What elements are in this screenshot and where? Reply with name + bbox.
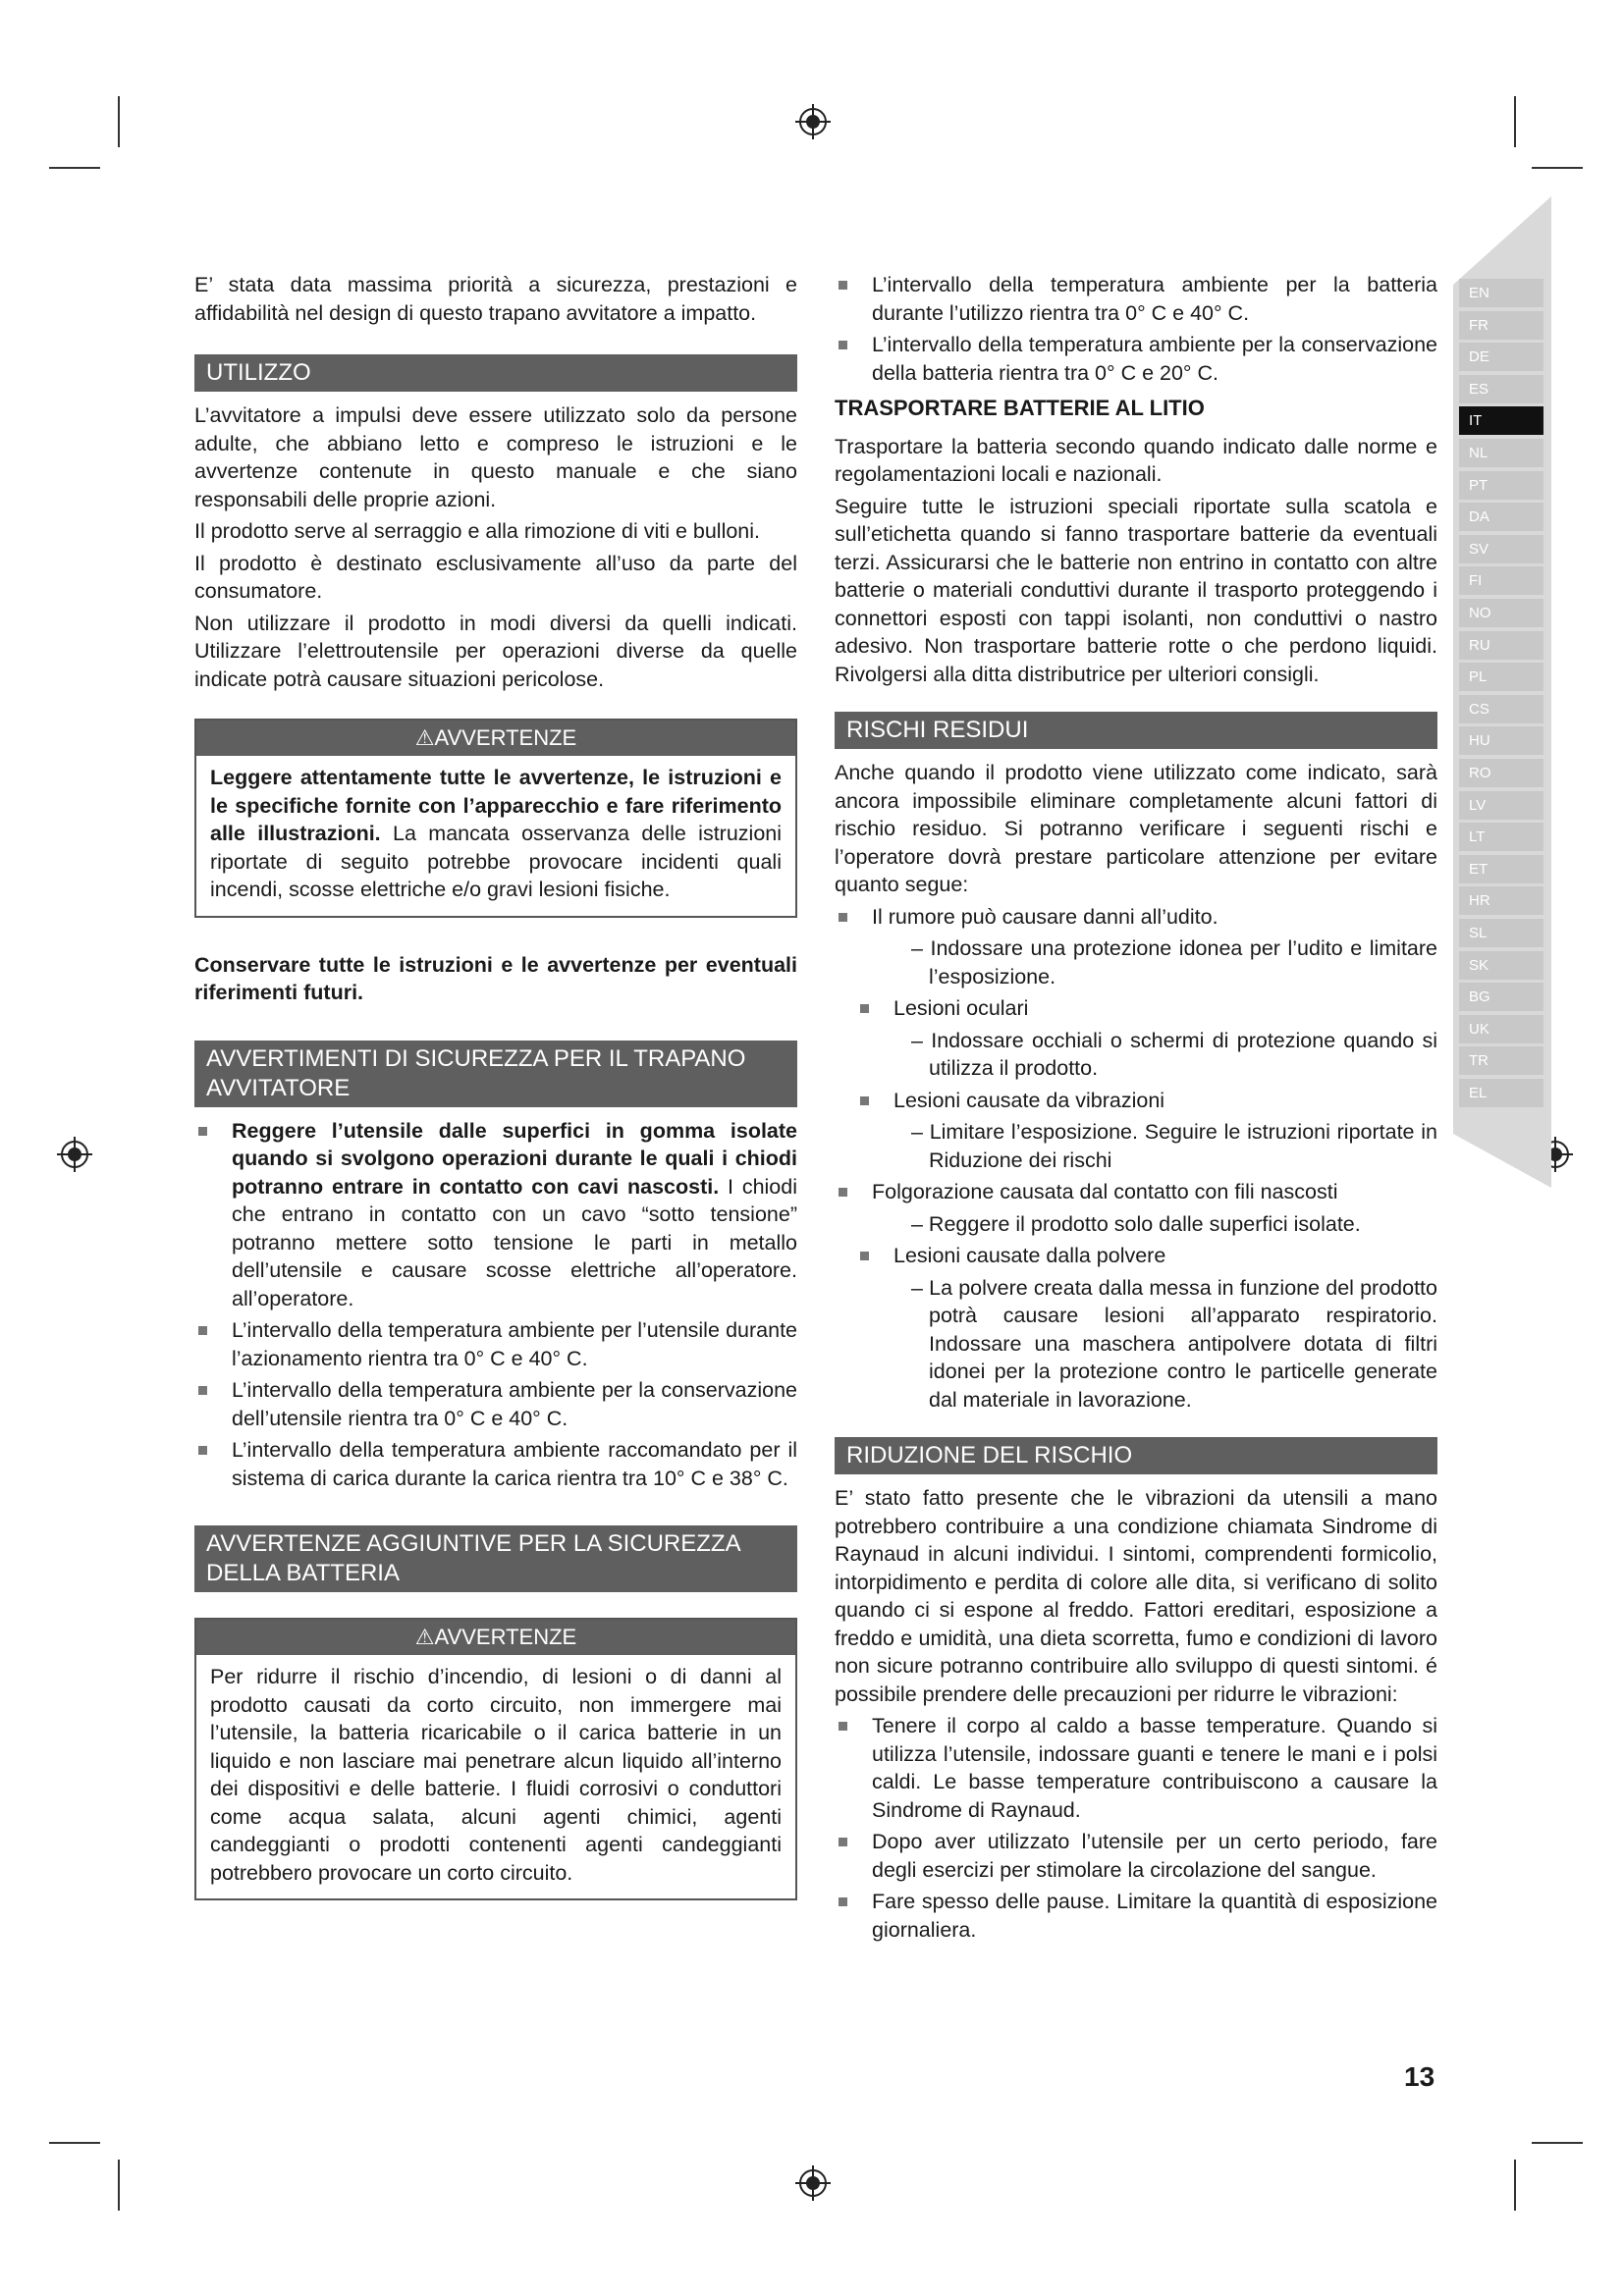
registration-mark-icon	[793, 2163, 833, 2203]
crop-mark	[1532, 2142, 1583, 2144]
warning-triangle-icon: ⚠	[414, 1625, 435, 1649]
square-bullet-icon	[198, 1127, 207, 1136]
dash-item: – Reggere il prodotto solo dalle superfici isolate.	[911, 1211, 1361, 1236]
language-tab-cs[interactable]: CS	[1459, 695, 1543, 723]
language-tab-ro[interactable]: RO	[1459, 759, 1543, 787]
warning-triangle-icon: ⚠	[414, 725, 435, 750]
warning-title: ⚠AVVERTENZE	[196, 1620, 795, 1655]
residual-list	[835, 1087, 1437, 1115]
section-header-reduction: RIDUZIONE DEL RISCHIO	[835, 1437, 1437, 1474]
language-tab-es[interactable]: ES	[1459, 375, 1543, 403]
section-header-safety: AVVERTIMENTI DI SICUREZZA PER IL TRAPANO AVVITATORE	[194, 1041, 797, 1107]
dash-item: – La polvere creata dalla messa in funzione del prodotto potrà causare lesioni all’apparato respiratorio. Indossare una maschera antipolvere dotata di filtri idonei per la protezione contro le particelle generate dal materiale in lavorazione.	[911, 1275, 1437, 1412]
registration-mark-icon	[55, 1135, 94, 1174]
language-tabs	[1459, 196, 1551, 1178]
list-item: Lesioni causate dalla polvere	[835, 1242, 1437, 1270]
language-tab-lt[interactable]: LT	[1459, 823, 1543, 851]
square-bullet-icon	[860, 1252, 869, 1260]
list-item: Dopo aver utilizzato l’utensile per un certo periodo, fare degli esercizi per stimolare la circolazione del sangue.	[835, 1828, 1437, 1884]
intro-paragraph: E’ stata data massima priorità a sicurezza, prestazioni e affidabilità nel design di questo trapano avvitatore a impatto.	[194, 273, 797, 325]
language-tab-el[interactable]: EL	[1459, 1079, 1543, 1107]
language-tab-sv[interactable]: SV	[1459, 535, 1543, 563]
language-tab-ru[interactable]: RU	[1459, 631, 1543, 660]
square-bullet-icon	[860, 1096, 869, 1105]
right-column	[835, 271, 1437, 1948]
reduction-list	[835, 1712, 1437, 1944]
section-header-residual: RISCHI RESIDUI	[835, 712, 1437, 749]
language-tab-fi[interactable]: FI	[1459, 566, 1543, 595]
square-bullet-icon	[198, 1446, 207, 1455]
crop-mark	[1514, 96, 1516, 147]
warning-body	[196, 756, 795, 916]
warning-title: ⚠AVVERTENZE	[196, 721, 795, 756]
square-bullet-icon	[839, 281, 847, 290]
language-tab-pl[interactable]: PL	[1459, 663, 1543, 691]
square-bullet-icon	[839, 1838, 847, 1846]
square-bullet-icon	[198, 1386, 207, 1395]
list-item: L’intervallo della temperatura ambiente per l’utensile durante l’azionamento rientra tra 0° C e 40° C.	[194, 1316, 797, 1372]
warning-box	[194, 719, 797, 918]
language-tab-it[interactable]: IT	[1459, 406, 1543, 435]
warning-body	[196, 1655, 795, 1898]
transport-heading: TRASPORTARE BATTERIE AL LITIO	[835, 396, 1205, 420]
left-column	[194, 271, 797, 1920]
language-tab-sl[interactable]: SL	[1459, 919, 1543, 947]
language-tab-nl[interactable]: NL	[1459, 439, 1543, 467]
square-bullet-icon	[839, 1722, 847, 1731]
utilizzo-paragraph: Il prodotto serve al serraggio e alla rimozione di viti e bulloni.	[194, 519, 761, 543]
language-tab-fr[interactable]: FR	[1459, 311, 1543, 340]
reduction-intro: E’ stato fatto presente che le vibrazioni da utensili a mano potrebbero contribuire a una condizione chiamata Sindrome di Raynaud in alcuni individui. I sintomi, comprendenti formicolio, intorpidimento e perdita di colore alle dita, si verificano di solito quando ci si espone al freddo. Fattori ereditari, esposizione a freddo e umidità, una dieta scorretta, fumo e condizioni di lavoro non sicure potranno contribuire allo sviluppo di questi sintomi. é possibile prendere delle precauzioni per ridurre le vibrazioni:	[835, 1486, 1437, 1706]
safety-list	[194, 1117, 797, 1493]
language-tab-tr[interactable]: TR	[1459, 1046, 1543, 1075]
transport-paragraph: Seguire tutte le istruzioni speciali riportate sulla scatola e sull’etichetta quando si fanno trasportare batterie da eventuali terzi. Assicurarsi che le batterie non entrino in contatto con altre batterie o materiali conduttivi durante il trasporto proteggendo i connettori esposti con tappi isolanti, non conduttivi o nastro adesivo. Non trasportare batterie rotte o che perdono liquidi. Rivolgersi alla ditta distributrice per ulteriori consigli.	[835, 494, 1437, 686]
square-bullet-icon	[839, 1188, 847, 1197]
language-tab-da[interactable]: DA	[1459, 503, 1543, 531]
list-item: L’intervallo della temperatura ambiente raccomandato per il sistema di carica durante la carica rientra tra 10° C e 38° C.	[194, 1436, 797, 1492]
residual-intro: Anche quando il prodotto viene utilizzato come indicato, sarà ancora impossibile eliminare completamente alcuni fattori di rischio residuo. Si potranno verificare i seguenti rischi e l’operatore dovrà prestare particolare attenzione per evitare quanto segue:	[835, 761, 1437, 896]
conserve-instructions: Conservare tutte le istruzioni e le avvertenze per eventuali riferimenti futuri.	[194, 952, 797, 1004]
square-bullet-icon	[839, 913, 847, 922]
dash-item: – Limitare l’esposizione. Seguire le istruzioni riportate in Riduzione dei rischi	[911, 1120, 1437, 1172]
list-item: L’intervallo della temperatura ambiente per la batteria durante l’utilizzo rientra tra 0° C e 40° C.	[835, 271, 1437, 327]
residual-list	[835, 1178, 1437, 1206]
square-bullet-icon	[839, 1897, 847, 1906]
list-item: Lesioni oculari	[835, 994, 1437, 1023]
crop-mark	[118, 96, 120, 147]
crop-mark	[118, 2160, 120, 2211]
crop-mark	[1514, 2160, 1516, 2211]
warning-text: Per ridurre il rischio d’incendio, di lesioni o di danni al prodotto causati da corto circuito, non immergere mai l’utensile, la batteria ricaricabile o il carica batterie in un liquido e non lasciare mai penetrare alcun liquido all’interno dei dispositivi e delle batterie. I fluidi corrosivi o conduttori come acqua salata, alcuni agenti chimici, agenti candeggianti o prodotti contenenti agenti candeggianti potrebbero provocare un corto circuito.	[210, 1665, 782, 1885]
language-tab-hr[interactable]: HR	[1459, 886, 1543, 915]
list-item: Fare spesso delle pause. Limitare la quantità di esposizione giornaliera.	[835, 1888, 1437, 1944]
utilizzo-paragraph: Non utilizzare il prodotto in modi diversi da quelli indicati. Utilizzare l’elettroutensile per operazioni diverse da quelle indicate potrà causare situazioni pericolose.	[194, 611, 797, 691]
language-tab-et[interactable]: ET	[1459, 855, 1543, 883]
crop-mark	[1532, 167, 1583, 169]
crop-mark	[49, 167, 100, 169]
language-tab-de[interactable]: DE	[1459, 343, 1543, 371]
list-item: Il rumore può causare danni all’udito.	[835, 903, 1437, 932]
transport-paragraph: Trasportare la batteria secondo quando indicato dalle norme e regolamentazioni locali e nazionali.	[835, 434, 1437, 486]
section-header-utilizzo: UTILIZZO	[194, 354, 797, 392]
page-number: 13	[1404, 2061, 1435, 2092]
crop-mark	[49, 2142, 100, 2144]
warning-box	[194, 1618, 797, 1900]
language-tab-hu[interactable]: HU	[1459, 726, 1543, 755]
language-tab-bg[interactable]: BG	[1459, 983, 1543, 1011]
section-header-battery: AVVERTENZE AGGIUNTIVE PER LA SICUREZZA DELLA BATTERIA	[194, 1525, 797, 1592]
battery-temp-list	[835, 271, 1437, 387]
square-bullet-icon	[860, 1004, 869, 1013]
square-bullet-icon	[198, 1326, 207, 1335]
language-tab-uk[interactable]: UK	[1459, 1015, 1543, 1043]
square-bullet-icon	[839, 341, 847, 349]
registration-mark-icon	[793, 102, 833, 141]
residual-list	[835, 1242, 1437, 1270]
warning-text: Leggere attentamente tutte le avvertenze, le istruzioni e le specifiche fornite con l’apparecchio e fare riferimento alle illustrazioni. La mancata osservanza delle istruzioni riportate di seguito potrebbe provocare incidenti quali incendi, scosse elettriche e/o gravi lesioni fisiche.	[210, 766, 783, 901]
utilizzo-paragraph: Il prodotto è destinato esclusivamente all’uso da parte del consumatore.	[194, 551, 797, 603]
language-tab-pt[interactable]: PT	[1459, 471, 1543, 500]
residual-list	[835, 903, 1437, 932]
list-item: L’intervallo della temperatura ambiente per la conservazione dell’utensile rientra tra 0° C e 40° C.	[194, 1376, 797, 1432]
list-item: Reggere l’utensile dalle superfici in gomma isolate quando si svolgono operazioni durante le quali i chiodi potranno entrare in contatto con cavi nascosti. I chiodi che entrano in contatto con un cavo “sotto tensione” potranno mettere sotto tensione le parti in metallo dell’utensile e causare scosse elettriche all’operatore. all’operatore.	[194, 1117, 797, 1313]
utilizzo-paragraph: L’avvitatore a impulsi deve essere utilizzato solo da persone adulte, che abbiano letto e compreso le istruzioni e le avvertenze contenute in questo manuale e che siano responsabili delle proprie azioni.	[194, 403, 797, 511]
list-item: L’intervallo della temperatura ambiente per la conservazione della batteria rientra tra 0° C e 20° C.	[835, 331, 1437, 387]
list-item: Tenere il corpo al caldo a basse temperature. Quando si utilizza l’utensile, indossare guanti e tenere le mani e i polsi caldi. Le basse temperature contribuiscono a causare la Sindrome di Raynaud.	[835, 1712, 1437, 1824]
language-tab-en[interactable]: EN	[1459, 279, 1543, 307]
language-tab-no[interactable]: NO	[1459, 599, 1543, 627]
list-item: Lesioni causate da vibrazioni	[835, 1087, 1437, 1115]
dash-item: – Indossare una protezione idonea per l’udito e limitare l’esposizione.	[911, 936, 1437, 988]
language-tab-sk[interactable]: SK	[1459, 951, 1543, 980]
residual-list	[835, 994, 1437, 1023]
language-tab-lv[interactable]: LV	[1459, 791, 1543, 820]
list-item: Folgorazione causata dal contatto con fili nascosti	[835, 1178, 1437, 1206]
dash-item: – Indossare occhiali o schermi di protezione quando si utilizza il prodotto.	[911, 1028, 1437, 1080]
